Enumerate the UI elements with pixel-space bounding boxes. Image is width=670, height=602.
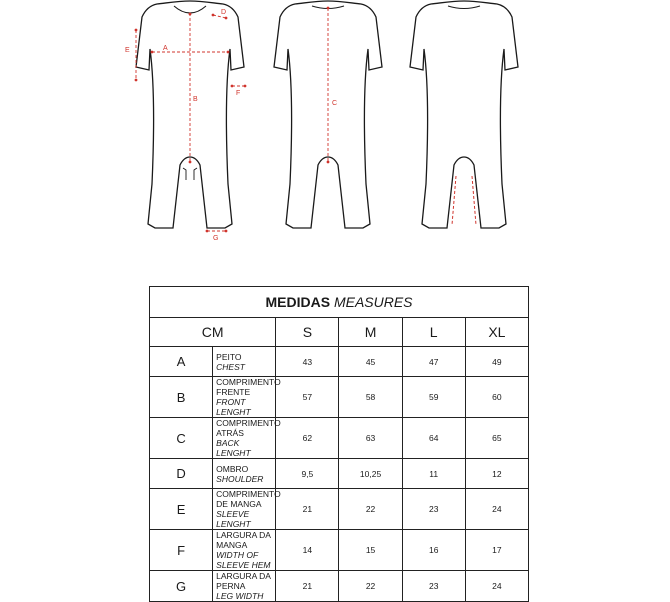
cell-xl: 24: [465, 571, 528, 602]
front-view-figure: [125, 1, 246, 242]
table-row: [150, 459, 529, 489]
cell-s: 21: [276, 571, 339, 602]
row-letter: E: [150, 489, 213, 530]
row-label: [213, 377, 281, 418]
table-row: [150, 530, 529, 571]
row-letter: D: [150, 459, 213, 489]
size-header-xl: XL: [465, 318, 528, 347]
row-label: [213, 489, 281, 530]
cell-s: 9,5: [276, 459, 339, 489]
unit-header: CM: [150, 318, 276, 347]
row-letter: G: [150, 571, 213, 602]
cell-xl: 49: [465, 347, 528, 377]
measure-mark-g: G: [213, 235, 219, 242]
row-label-pt: COMPRIMENTO ATRÁS: [216, 418, 281, 438]
cell-m: 10,25: [339, 459, 402, 489]
cell-xl: 65: [465, 418, 528, 459]
cell-l: 23: [402, 571, 465, 602]
cell-xl: 17: [465, 530, 528, 571]
row-letter: F: [150, 530, 213, 571]
size-chart-table: [149, 286, 529, 602]
size-header-l: L: [402, 318, 465, 347]
row-label-pt: PEITO: [216, 351, 242, 362]
measure-mark-c: C: [332, 100, 338, 107]
cell-l: 16: [402, 530, 465, 571]
cell-m: 22: [339, 571, 402, 602]
title-measures-en: MEASURES: [333, 294, 413, 310]
row-letter: A: [150, 347, 213, 377]
table-row: [150, 489, 529, 530]
row-label-en: BACK LENGHT: [216, 438, 251, 458]
row-letter: B: [150, 377, 213, 418]
back-view-figure: [274, 1, 382, 228]
measure-mark-a: A: [163, 45, 168, 52]
table-row: [150, 347, 529, 377]
size-chart-title: [150, 287, 529, 318]
cell-m: 15: [339, 530, 402, 571]
cell-m: 58: [339, 377, 402, 418]
garment-diagrams-svg: [0, 0, 670, 250]
cell-s: 14: [276, 530, 339, 571]
back-seam-view-figure: [410, 1, 518, 228]
measure-mark-d: D: [221, 9, 227, 16]
cell-s: 57: [276, 377, 339, 418]
title-measures-pt: MEDIDAS: [265, 294, 331, 310]
row-letter: C: [150, 418, 213, 459]
row-label-en: LEG WIDTH: [216, 591, 264, 601]
size-chart-title-row: [150, 287, 529, 318]
cell-l: 23: [402, 489, 465, 530]
row-label-en: WIDTH OF SLEEVE HEM: [216, 550, 271, 570]
table-row: [150, 571, 529, 602]
row-label-pt: LARGURA DA PERNA: [216, 571, 271, 591]
row-label: [213, 459, 276, 489]
table-row: [150, 377, 529, 418]
row-label-pt: COMPRIMENTO FRENTE: [216, 377, 281, 397]
cell-l: 47: [402, 347, 465, 377]
cell-l: 64: [402, 418, 465, 459]
row-label-en: SLEEVE LENGHT: [216, 509, 251, 529]
cell-l: 11: [402, 459, 465, 489]
row-label: [213, 530, 276, 571]
row-label-pt: LARGURA DA MANGA: [216, 530, 271, 550]
cell-l: 59: [402, 377, 465, 418]
cell-xl: 24: [465, 489, 528, 530]
row-label-en: SHOULDER: [216, 473, 264, 484]
size-header-m: M: [339, 318, 402, 347]
row-label-pt: COMPRIMENTO DE MANGA: [216, 489, 281, 509]
row-label: [213, 347, 276, 377]
cell-m: 45: [339, 347, 402, 377]
row-label-en: FRONT LENGHT: [216, 397, 251, 417]
cell-xl: 12: [465, 459, 528, 489]
size-header-row: [150, 318, 529, 347]
cell-xl: 60: [465, 377, 528, 418]
cell-s: 21: [276, 489, 339, 530]
measure-mark-f: F: [236, 90, 241, 97]
row-label-pt: OMBRO: [216, 463, 249, 474]
table-row: [150, 418, 529, 459]
cell-s: 43: [276, 347, 339, 377]
cell-m: 63: [339, 418, 402, 459]
measure-mark-b: B: [193, 96, 198, 103]
cell-s: 62: [276, 418, 339, 459]
row-label-en: CHEST: [216, 361, 245, 372]
garment-diagrams: [0, 0, 670, 250]
cell-m: 22: [339, 489, 402, 530]
row-label: [213, 418, 281, 459]
measure-mark-e: E: [125, 47, 130, 54]
size-header-s: S: [276, 318, 339, 347]
row-label: [213, 571, 276, 602]
